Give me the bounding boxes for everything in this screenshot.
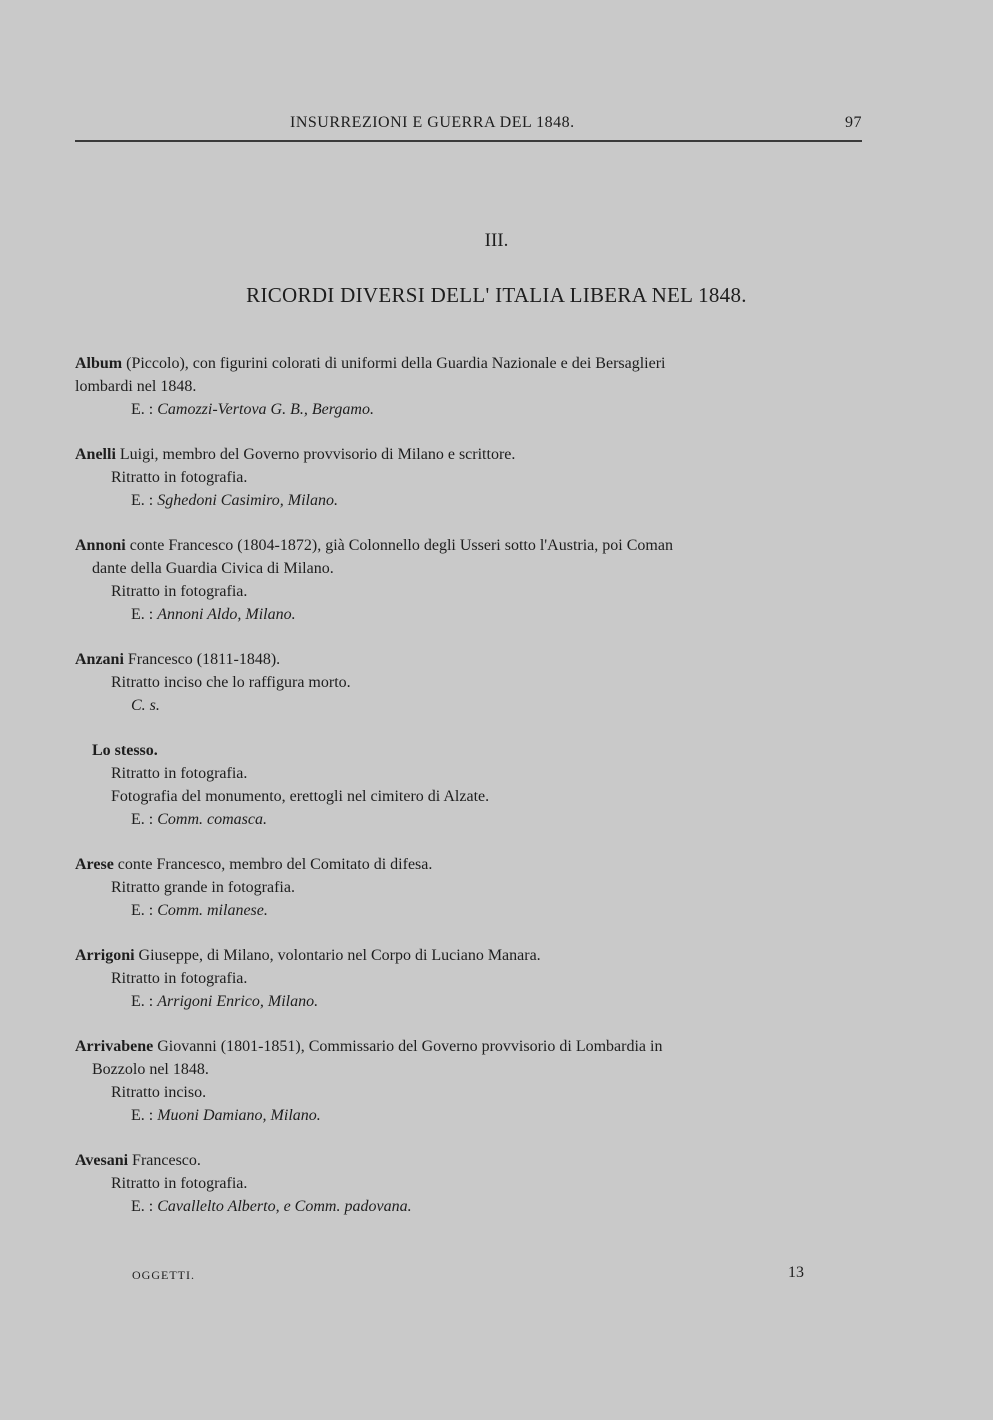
section-number: III. <box>484 230 509 251</box>
entry-name: Anelli <box>75 446 116 463</box>
entry-description: Luigi, membro del Governo provvisorio di Milano e scrittore. <box>119 446 516 463</box>
entry-source: Comm. comasca. <box>157 811 267 828</box>
entry-source: Annoni Aldo, Milano. <box>157 606 296 623</box>
entry-source-line <box>75 1195 865 1218</box>
entry-annoni <box>75 534 865 626</box>
entry-item: Ritratto inciso che lo raffigura morto. <box>111 674 351 691</box>
entry-heading-line <box>75 1035 865 1058</box>
entry-description-continued: Bozzolo nel 1848. <box>92 1061 209 1078</box>
running-header <box>75 112 862 142</box>
entry-item: Ritratto in fotografia. <box>111 469 248 486</box>
source-prefix: E. : <box>131 1107 154 1124</box>
entry-heading-line <box>75 534 865 557</box>
entry-description: Giuseppe, di Milano, volontario nel Corpo di Luciano Manara. <box>138 947 541 964</box>
entry-item: Ritratto inciso. <box>111 1084 207 1101</box>
page-number: 97 <box>845 114 862 131</box>
entry-name: Annoni <box>75 537 126 554</box>
entry-source: C. s. <box>131 697 160 714</box>
entry-name: Arese <box>75 856 114 873</box>
source-prefix: E. : <box>131 811 154 828</box>
source-prefix: E. : <box>131 902 154 919</box>
entry-item: Ritratto in fotografia. <box>111 970 248 987</box>
entry-item: Ritratto in fotografia. <box>111 765 248 782</box>
entry-description: (Piccolo), con figurini colorati di uniformi della Guardia Nazionale e dei Bersaglieri <box>126 355 666 372</box>
entry-heading-line <box>75 352 865 375</box>
entry-source-line <box>75 1104 865 1127</box>
entry-avesani <box>75 1149 865 1218</box>
signature-mark: OGGETTI. <box>132 1268 195 1282</box>
entry-heading-line <box>75 944 865 967</box>
entry-source: Camozzi-Vertova G. B., Bergamo. <box>157 401 374 418</box>
entry-name: Lo stesso. <box>92 742 158 759</box>
entry-source-line <box>75 489 865 512</box>
entry-description: Francesco. <box>132 1152 201 1169</box>
entry-heading-line <box>75 853 865 876</box>
entry-description-continued: dante della Guardia Civica di Milano. <box>92 560 334 577</box>
entry-source: Sghedoni Casimiro, Milano. <box>157 492 338 509</box>
entry-name: Arrigoni <box>75 947 135 964</box>
entry-anzani <box>75 648 865 717</box>
section-title: RICORDI DIVERSI DELL' ITALIA LIBERA NEL 1848. <box>246 283 747 307</box>
entry-description: conte Francesco, membro del Comitato di difesa. <box>117 856 433 873</box>
source-prefix: E. : <box>131 606 154 623</box>
entry-arese <box>75 853 865 922</box>
entry-source-line <box>75 398 865 421</box>
entry-description: Giovanni (1801-1851), Commissario del Governo provvisorio di Lombardia in <box>157 1038 663 1055</box>
entry-list <box>75 352 865 1240</box>
entry-arrivabene <box>75 1035 865 1127</box>
entry-description: Francesco (1811-1848). <box>127 651 281 668</box>
entry-name: Album <box>75 355 123 372</box>
source-prefix: E. : <box>131 492 154 509</box>
entry-name: Arrivabene <box>75 1038 154 1055</box>
signature-number: 13 <box>788 1264 804 1281</box>
source-prefix: E. : <box>131 993 154 1010</box>
entry-heading-line <box>75 648 865 671</box>
entry-heading-line <box>75 443 865 466</box>
entry-album <box>75 352 865 421</box>
entry-heading-line <box>75 1149 865 1172</box>
entry-source-line <box>75 808 865 831</box>
entry-source-line <box>75 899 865 922</box>
entry-name: Avesani <box>75 1152 129 1169</box>
entry-anelli <box>75 443 865 512</box>
entry-description-continued: lombardi nel 1848. <box>75 378 197 395</box>
entry-source: Comm. milanese. <box>157 902 268 919</box>
entry-item: Ritratto grande in fotografia. <box>111 879 295 896</box>
entry-item: Ritratto in fotografia. <box>111 1175 248 1192</box>
entry-item: Ritratto in fotografia. <box>111 583 248 600</box>
source-prefix: E. : <box>131 1198 154 1215</box>
entry-lo-stesso <box>75 739 865 831</box>
entry-arrigoni <box>75 944 865 1013</box>
entry-source-line <box>75 990 865 1013</box>
entry-source-line <box>75 603 865 626</box>
entry-source: Cavallelto Alberto, e Comm. padovana. <box>157 1198 412 1215</box>
entry-heading-line <box>75 739 865 762</box>
entry-source: Arrigoni Enrico, Milano. <box>157 993 319 1010</box>
entry-item: Fotografia del monumento, erettogli nel cimitero di Alzate. <box>111 788 490 805</box>
running-title: INSURREZIONI E GUERRA DEL 1848. <box>290 114 575 131</box>
entry-source: Muoni Damiano, Milano. <box>157 1107 321 1124</box>
entry-description: conte Francesco (1804-1872), già Colonnello degli Usseri sotto l'Austria, poi Coman <box>129 537 673 554</box>
entry-name: Anzani <box>75 651 124 668</box>
source-prefix: E. : <box>131 401 154 418</box>
